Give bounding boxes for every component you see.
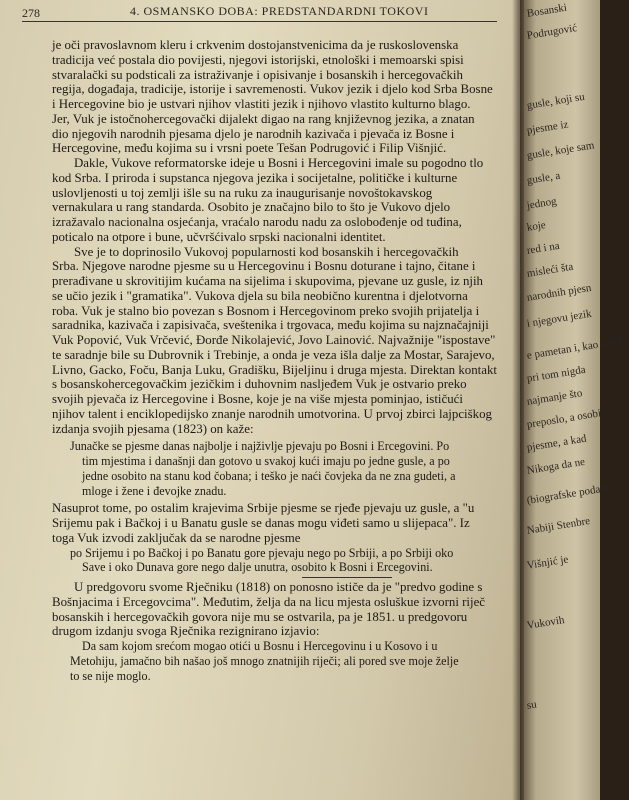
text-line: saradnika, kazivača i zapisivača, sveštenika i trgovaca, među kojima su najznačajniji bbox=[52, 318, 489, 333]
text-line: Srijemu pak i Bačkoj i u Banatu gusle se danas mogu viđeti samo u slijepaca". Iz bbox=[52, 516, 470, 530]
paragraph bbox=[52, 501, 507, 545]
facing-page-fragment: gusle, koje sam bbox=[526, 139, 596, 162]
facing-page-fragment: misleći šta bbox=[526, 260, 575, 280]
text-line: tradicija već postala dio povijesti, njegovi istorijski, etnološki i memoarski spisi bbox=[52, 52, 464, 67]
text-line: svojih pjevača iz Hercegovine i Bosne, koje je na više mjesta pominjao, ističući bbox=[52, 392, 463, 406]
text-line: izražavalo nacionalna osjećanja, vraćalo narodu nadu za oslobođenje od tuđina, bbox=[52, 215, 462, 229]
quote-line: Da sam kojom srećom mogao otići u Bosnu i Hercegovinu i u Kosovo i u bbox=[82, 639, 438, 653]
text-line: poticalo na otpore i bune, učvršćivalo srpski nacionalni identitet. bbox=[52, 229, 386, 244]
page-number: 278 bbox=[22, 6, 40, 20]
text-line: U predgovoru svome Rječniku (1818) on ponosno ističe da je "predvo godine s bbox=[74, 580, 483, 594]
text-line: Nasuprot tome, po ostalim krajevima Srbije pjesme se rjeđe pjevaju uz gusle, a "u bbox=[52, 501, 475, 516]
text-line: prerađivane u skrovitijim kućama na sijelima i skupovima, pjevane uz gusle, iz njih bbox=[52, 274, 484, 288]
facing-page-fragment: Nabiji Stenbre bbox=[526, 515, 591, 537]
facing-page-fragment: red i na bbox=[526, 239, 561, 257]
facing-page-fragment: pjesme iz bbox=[526, 118, 570, 137]
facing-page-fragment: Podrugović bbox=[526, 22, 578, 42]
text-line: se učio jezik i "gramatika". Vukova djela su bila neobično kurentna i djelotvorna bbox=[52, 288, 468, 303]
quote-line: Junačke se pjesme danas najbolje i najživlje pjevaju po Bosni i Ercegovini. Po bbox=[70, 439, 450, 454]
text-line: regija, događaja, tradicije, istorije i savremenosti. Vukov jezik i djelo kod Srba Bosne bbox=[52, 82, 493, 97]
quote-line: to se nije moglo. bbox=[70, 668, 151, 683]
body-text bbox=[52, 38, 507, 683]
facing-page-fragment: (biografske podatke bbox=[526, 481, 615, 507]
facing-page-fragment: Vukovih bbox=[526, 614, 566, 632]
quote-line: tim mjestima i današnji dan gotovo u svakoj kući imaju po jedne gusle, a po bbox=[82, 454, 450, 468]
facing-page-fragment: gusle, a bbox=[526, 169, 562, 187]
facing-page-fragment: gusle, koji su bbox=[526, 90, 586, 112]
facing-page-fragment: preposlo, a osobito bbox=[526, 405, 611, 431]
facing-page-fragment: pjesme, a kad bbox=[526, 432, 588, 454]
quote-line: jedne osobito na stanu kod čobana; i teško je naći čovjeka da ne zna gudeti, a bbox=[82, 468, 456, 483]
block-quote bbox=[52, 639, 507, 683]
paragraph bbox=[52, 245, 507, 437]
running-head: 4. OSMANSKO DOBA: PREDSTANDARDNI TOKOVI bbox=[130, 4, 429, 18]
paragraph bbox=[52, 156, 507, 245]
text-line: vernakulara u rang standarda. Osobito je značajno bilo to što je Vukovo djelo bbox=[52, 200, 451, 215]
text-line: njihov talent i enciklopedijsko znanje narodnih umotvorina. U prvoj zbirci lajpciškog bbox=[52, 406, 492, 421]
text-line: izdanja svojih pjesama (1823) on kaže: bbox=[52, 421, 254, 436]
text-line: bosanskih i hercegovačkih govora nije mu se ostvarila, pa je 1851. u predgovoru bbox=[52, 609, 468, 624]
text-line: drugom izdanju svoga Rječnika rezignirano izjavio: bbox=[52, 624, 320, 639]
text-line: Hercegovine, među kojima su i vrsni poete Tešan Podrugović i Filip Višnjić. bbox=[52, 141, 447, 156]
header-rule bbox=[22, 21, 497, 22]
facing-page-fragment: Bosanski bbox=[526, 1, 568, 20]
quote-line: Save i oko Dunava gore nego dalje unutra, osobito k Bosni i Ercegovini. bbox=[82, 560, 433, 575]
text-line: Bošnjacima i Ercegovcima". Međutim, želja da na licu mjesta osluškue izvorni riječ bbox=[52, 594, 486, 609]
text-line: kod Srba. I priroda i supstanca njegova jezika i socijetalne, političke i kulturne bbox=[52, 170, 458, 185]
block-quote bbox=[52, 439, 507, 498]
quote-line: po Srijemu i po Bačkoj i po Banatu gore pjevaju nego po Srbiji, a po Srbiji oko bbox=[70, 545, 454, 560]
text-line: stvaralački su podsticali za istraživanje i opisivanje i bosanskih i hercegovačkih bbox=[52, 67, 463, 82]
text-line: i Hercegovine bio je ustvari njihov vlastiti jezik i njihovo vlastito kulturno blago. bbox=[52, 97, 471, 111]
text-line: Srba. Njegove narodne pjesme su u Hercegovinu i Bosnu doturane i tajno, čitane i bbox=[52, 259, 476, 274]
text-line: te saradnje bile su Dubrovnik i Trebinje, a onda je veza išla dalje za Mostar, Sarajevo, bbox=[52, 347, 495, 362]
facing-page-fragment: i njegovu jezik bbox=[526, 307, 593, 330]
text-line: Vuk Popović, Vuk Vrčević, Đorđe Nikolajević, Jovo Lainović. Najvažnije "ispostave" bbox=[52, 333, 496, 347]
text-line: roba. Vuk je stalno bio povezan s Bosnom i Hercegovinom preko svojih prijatelja i bbox=[52, 303, 480, 318]
facing-page-fragment: jednog bbox=[526, 195, 558, 212]
facing-page-fragment: e pametan i, kao ajduk, bbox=[526, 334, 629, 362]
facing-page-edge bbox=[520, 0, 629, 800]
text-line: uslovljenosti u toj zemlji išle su na ruku za inaugurisanje novoštokavskog bbox=[52, 185, 433, 200]
book-gutter-shadow bbox=[512, 0, 524, 800]
text-line: je oči pravoslavnom kleru i crkvenim dostojanstvenicima da je ruskoslovenska bbox=[52, 38, 459, 52]
facing-page-fragment: Nikoga da ne bbox=[526, 455, 586, 477]
text-line: toga Vuk izvodi zaključak da se narodne pjesme bbox=[52, 530, 301, 545]
text-line: Livno, Gacko, Foču, Banja Luku, Gradišku, Bijeljinu i druga mjesta. Direktan kontakt bbox=[52, 362, 497, 377]
quote-line: mloge i žene i đevojke znadu. bbox=[82, 483, 227, 498]
facing-page-fragment: su bbox=[526, 698, 538, 712]
text-line: s bosanskohercegovačkim jezičkim i duhovnim nasljeđem Vuk je ostvario preko bbox=[52, 377, 467, 392]
text-line: dio njegovih narodnih pjesama djelo je narodnih kazivača i pjevača iz Bosne i bbox=[52, 126, 455, 141]
facing-page-fragment: koje bbox=[526, 219, 547, 234]
facing-page-fragment: pri tom nigda bbox=[526, 363, 587, 385]
facing-page-fragment: narodnih pjesn bbox=[526, 281, 593, 304]
text-line: Dakle, Vukove reformatorske ideje u Bosni i Hercegovini imale su pogodno tlo bbox=[74, 156, 484, 170]
separator-rule bbox=[302, 577, 392, 578]
paragraph bbox=[52, 580, 507, 639]
facing-page-fragment: Višnjić je bbox=[526, 553, 570, 572]
quote-line: Metohiju, jamačno bih našao još mnogo znatnijih riječi; ali pored sve moje želje bbox=[70, 653, 459, 668]
paragraph bbox=[52, 38, 507, 156]
text-line: Sve je to doprinosilo Vukovoj popularnosti kod bosanskih i hercegovačkih bbox=[74, 244, 459, 259]
block-quote bbox=[52, 546, 507, 576]
facing-page-fragment: najmanje što bbox=[526, 387, 584, 408]
text-line: Jer, Vuk je istočnohercegovački dijalekt digao na rang književnog jezika, a znatan bbox=[52, 111, 475, 126]
